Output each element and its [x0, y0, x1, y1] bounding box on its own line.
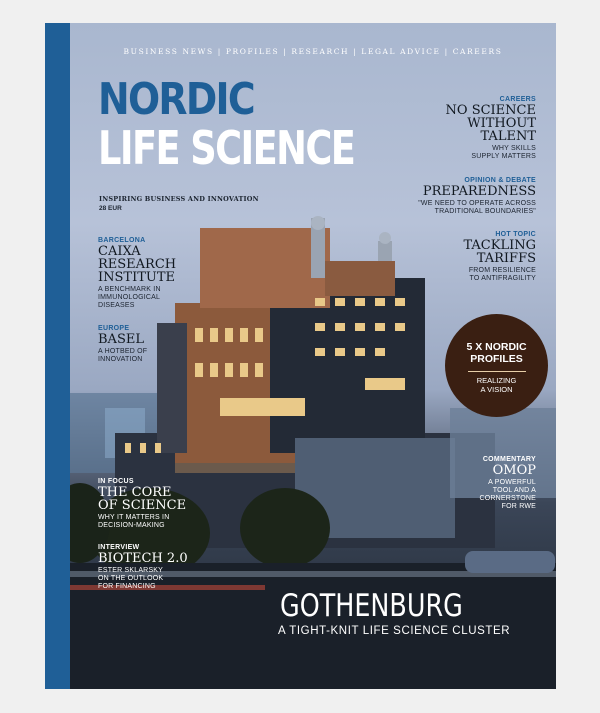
story-subline: A POWERFUL TOOL AND A CORNERSTONE FOR RWE: [479, 479, 536, 510]
cover-story-title: GOTHENBURG: [280, 588, 463, 624]
profiles-badge: [445, 314, 548, 417]
story-subline: A BENCHMARK IN IMMUNOLOGICAL DISEASES: [98, 286, 161, 309]
story-kicker: COMMENTARY: [482, 456, 536, 463]
story-kicker: CAREERS: [499, 96, 536, 103]
badge-subtitle: REALIZING A VISION: [476, 376, 517, 394]
story-in-focus: [98, 478, 186, 530]
badge-divider: [468, 371, 526, 372]
story-opinion: [418, 177, 536, 216]
story-headline: BIOTECH 2.0: [98, 551, 188, 566]
masthead-tagline: INSPIRING BUSINESS AND INNOVATION: [99, 195, 259, 203]
story-careers: [446, 96, 536, 161]
story-commentary: [479, 456, 536, 511]
cover-spine: [45, 23, 70, 689]
story-kicker: IN FOCUS: [98, 478, 134, 485]
story-subline: WHY SKILLS SUPPLY MATTERS: [471, 145, 536, 160]
story-subline: "WE NEED TO OPERATE ACROSS TRADITIONAL BOUNDARIES": [418, 200, 536, 215]
masthead-logo-nordic: NORDIC: [98, 74, 254, 125]
section-nav: BUSINESS NEWS | PROFILES | RESEARCH | LEGAL ADVICE | CAREERS: [123, 47, 503, 56]
cover-story-subtitle: A TIGHT-KNIT LIFE SCIENCE CLUSTER: [278, 625, 511, 637]
story-kicker: EUROPE: [98, 325, 130, 332]
story-interview: [98, 544, 188, 591]
story-europe: [98, 325, 147, 364]
story-headline: PREPAREDNESS: [422, 184, 536, 199]
story-barcelona: [98, 237, 176, 310]
story-subline: ESTER SKLARSKY ON THE OUTLOOK FOR FINANCING: [98, 567, 164, 590]
cover-price: 28 EUR: [99, 205, 122, 212]
story-subline: WHY IT MATTERS IN DECISION-MAKING: [98, 514, 170, 529]
story-headline: CAIXA RESEARCH INSTITUTE: [98, 244, 177, 285]
story-headline: OMOP: [492, 463, 536, 478]
magazine-cover: [45, 23, 556, 689]
story-headline: NO SCIENCE WITHOUT TALENT: [445, 103, 536, 144]
story-headline: TACKLING TARIFFS: [463, 238, 536, 266]
story-subline: FROM RESILIENCE TO ANTIFRAGILITY: [468, 267, 536, 282]
story-headline: THE CORE OF SCIENCE: [98, 485, 187, 513]
story-hot-topic: [463, 231, 536, 283]
story-headline: BASEL: [98, 332, 144, 347]
story-kicker: OPINION & DEBATE: [464, 177, 536, 184]
story-subline: A HOTBED OF INNOVATION: [98, 348, 148, 363]
story-kicker: INTERVIEW: [98, 544, 140, 551]
masthead-logo-life-science: LIFE SCIENCE: [98, 121, 355, 175]
story-kicker: HOT TOPIC: [495, 231, 536, 238]
badge-title: 5 X NORDIC PROFILES: [466, 341, 527, 365]
story-kicker: BARCELONA: [98, 237, 146, 244]
